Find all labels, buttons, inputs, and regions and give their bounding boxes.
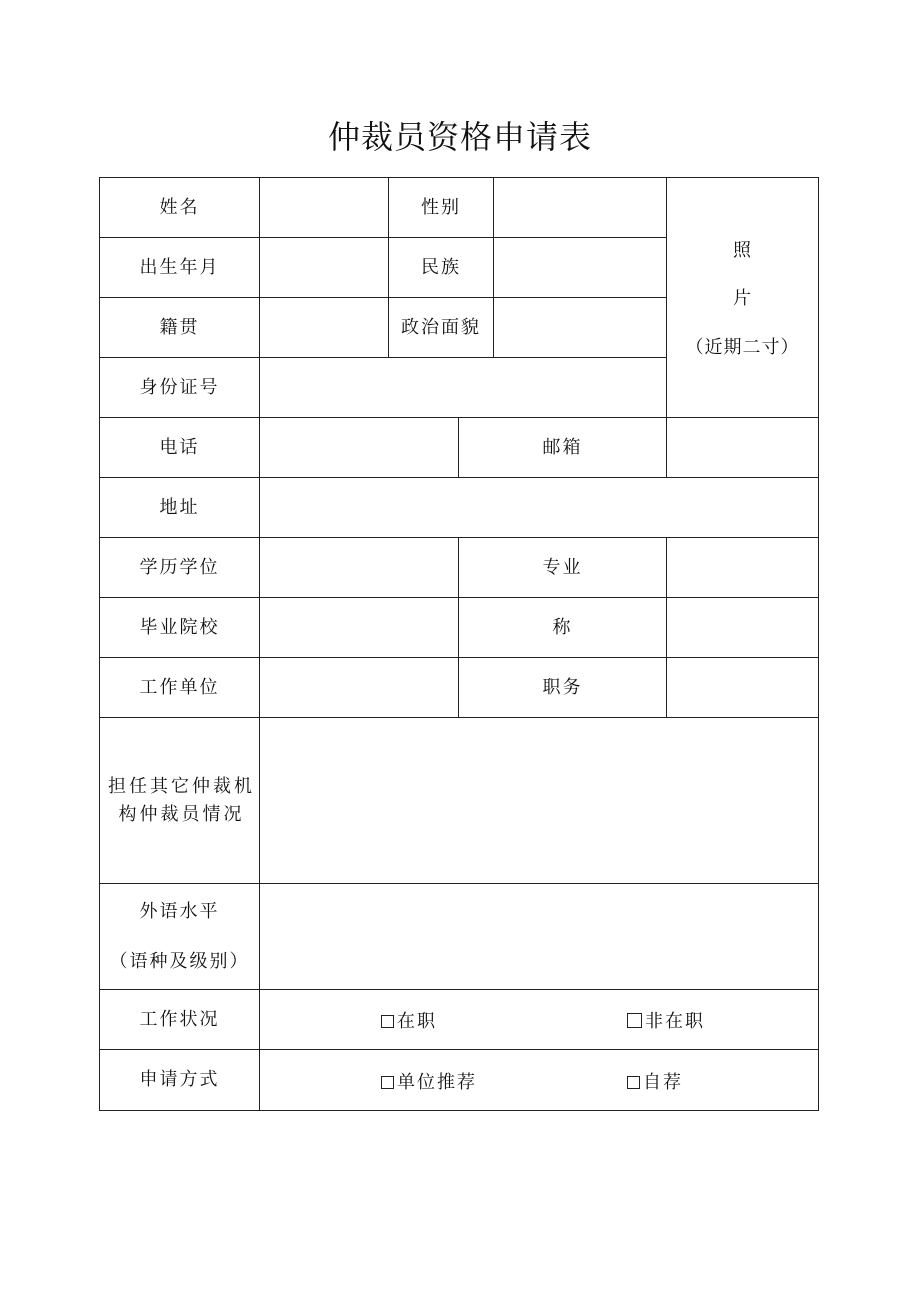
education-field[interactable] <box>259 537 459 598</box>
address-field[interactable] <box>259 477 819 538</box>
label-birth: 出生年月 <box>99 237 260 298</box>
label-other-arbitration-line1: 担任其它仲裁机 <box>108 775 255 797</box>
label-id-number: 身份证号 <box>99 357 260 418</box>
option-employed-label: 在职 <box>397 1011 437 1032</box>
photo-label-line1: 照 <box>733 239 752 261</box>
label-foreign-language <box>99 883 260 990</box>
checkbox-self-recommend[interactable] <box>627 1076 640 1089</box>
major-field[interactable] <box>666 537 819 598</box>
position-field[interactable] <box>666 657 819 718</box>
photo-size-note: （近期二寸） <box>685 336 800 358</box>
label-name: 姓名 <box>99 177 260 238</box>
option-employed[interactable] <box>381 1007 437 1033</box>
title-field[interactable] <box>666 597 819 658</box>
birth-field[interactable] <box>259 237 389 298</box>
label-foreign-language-line1: 外语水平 <box>139 901 220 922</box>
label-application-method: 申请方式 <box>99 1049 260 1111</box>
form-title: 仲裁员资格申请表 <box>327 118 592 156</box>
option-self-recommend[interactable] <box>627 1068 683 1094</box>
photo-area[interactable] <box>666 177 819 418</box>
label-political-status: 政治面貌 <box>388 297 494 358</box>
label-employer: 工作单位 <box>99 657 260 718</box>
name-field[interactable] <box>259 177 389 238</box>
label-native-place: 籍贯 <box>99 297 260 358</box>
label-gender: 性别 <box>388 177 494 238</box>
option-not-employed-label: 非在职 <box>645 1011 705 1032</box>
label-title: 称 <box>458 597 667 658</box>
option-unit-recommend[interactable] <box>381 1068 477 1094</box>
photo-label-line2: 片 <box>733 288 752 310</box>
application-form-table <box>99 177 819 1111</box>
label-ethnicity: 民族 <box>388 237 494 298</box>
label-school: 毕业院校 <box>99 597 260 658</box>
checkbox-not-employed[interactable] <box>627 1013 642 1028</box>
phone-field[interactable] <box>259 417 459 478</box>
foreign-language-field[interactable] <box>259 883 819 990</box>
option-self-recommend-label: 自荐 <box>643 1072 683 1093</box>
ethnicity-field[interactable] <box>493 237 667 298</box>
label-phone: 电话 <box>99 417 260 478</box>
work-status-options <box>259 989 819 1050</box>
checkbox-employed[interactable] <box>381 1015 394 1028</box>
label-position: 职务 <box>458 657 667 718</box>
label-foreign-language-line2: （语种及级别） <box>109 950 250 972</box>
employer-field[interactable] <box>259 657 459 718</box>
other-arbitration-field[interactable] <box>259 717 819 884</box>
label-address: 地址 <box>99 477 260 538</box>
label-other-arbitration <box>99 717 260 884</box>
option-unit-recommend-label: 单位推荐 <box>397 1072 477 1093</box>
checkbox-unit-recommend[interactable] <box>381 1076 394 1089</box>
label-email: 邮箱 <box>458 417 667 478</box>
gender-field[interactable] <box>493 177 667 238</box>
label-work-status: 工作状况 <box>99 989 260 1050</box>
email-field[interactable] <box>666 417 819 478</box>
option-not-employed[interactable] <box>627 1007 705 1033</box>
label-major: 专业 <box>458 537 667 598</box>
label-other-arbitration-line2: 构仲裁员情况 <box>118 803 245 825</box>
native-place-field[interactable] <box>259 297 389 358</box>
political-status-field[interactable] <box>493 297 667 358</box>
id-number-field[interactable] <box>259 357 667 418</box>
application-method-options <box>259 1049 819 1111</box>
school-field[interactable] <box>259 597 459 658</box>
label-education: 学历学位 <box>99 537 260 598</box>
